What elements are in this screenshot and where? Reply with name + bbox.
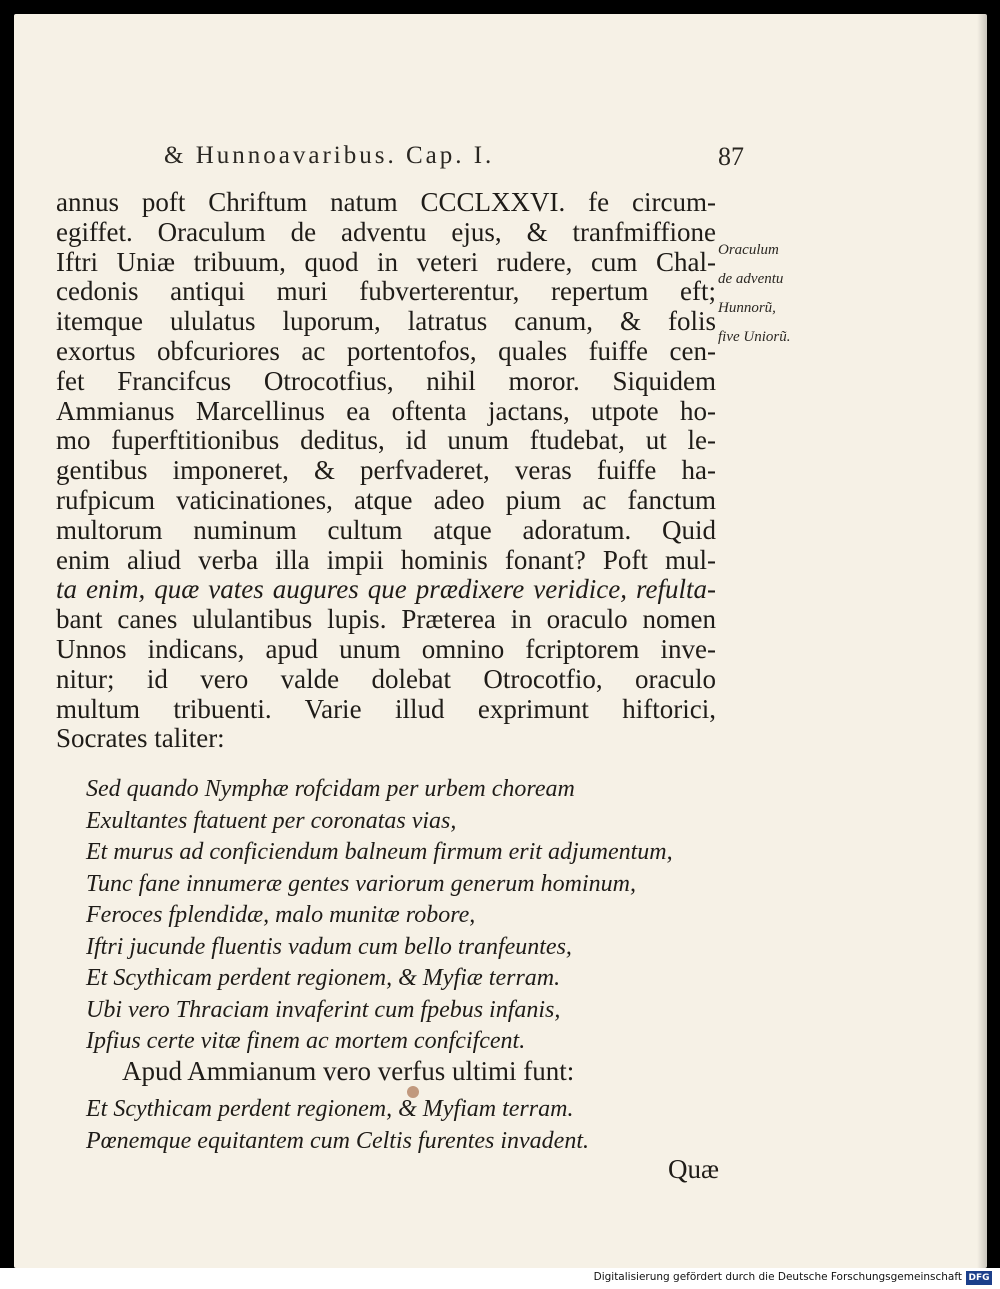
page-edge-shadow [977,14,987,1268]
footer-bar [0,1268,1000,1289]
text-line: Iftri Uniæ tribuum, quod in veteri rudere, cum Chal- [56,246,716,277]
funding-credit: Digitalisierung gefördert durch die Deutsche Forschungsgemeinschaft [593,1271,962,1283]
text-line: gentibus imponeret, & perfvaderet, veras fuiffe ha- [56,455,716,486]
text-line: fet Francifcus Otrocotfius, nihil moror. Siquidem [56,365,716,396]
verse-line: Feroces fplendidæ, malo munitæ robore, [86,902,476,928]
text-line: enim aliud verba illa impii hominis fonant? Poft mul- [56,544,716,575]
margin-note-line: five Uniorũ. [718,329,791,345]
text-line: itemque ululatus luporum, latratus canum, & folis [56,306,716,337]
margin-note [718,236,838,352]
verse-line: Et Scythicam perdent regionem, & Myfiam terram. [86,1096,574,1122]
text-line: mo fuperftitionibus deditus, id unum ftudebat, ut le- [56,425,716,456]
text-line: ta enim, quæ vates augures que prædixere veridice, refulta- [56,574,716,605]
margin-note-line: Oraculum [718,242,779,258]
verse-line: Sed quando Nymphæ rofcidam per urbem choream [86,776,575,802]
verse-line: Pœnemque equitantem cum Celtis furentes invadent. [86,1128,590,1154]
verse-line: Ubi vero Thraciam invaferint cum fpebus infanis, [86,996,561,1023]
dfg-logo: DFG [966,1271,992,1285]
text-line: cedonis antiqui muri fubverterentur, repertum eft; [56,276,716,307]
text-line: multorum numinum cultum atque adoratum. Quid [56,514,716,545]
text-line: annus poft Chriftum natum CCCLXXVI. fe circum- [56,187,716,217]
page-number: 87 [718,142,744,171]
verse-line: Exultantes ftatuent per coronatas vias, [86,807,457,834]
verse-line: Ipfius certe vitæ finem ac mortem confcifcent. [86,1028,526,1054]
book-page [14,14,987,1268]
main-paragraph [56,188,716,754]
text-line: Unnos indicans, apud unum omnino fcriptorem inve- [56,633,716,664]
text-line: nitur; id vero valde dolebat Otrocotfio, oraculo [56,663,716,694]
verse-quotation-socrates [86,774,736,1058]
text-line: bant canes ululantibus lupis. Præterea in oraculo nomen [56,604,716,635]
verse-line: Et murus ad conficiendum balneum firmum erit adjumentum, [86,839,673,865]
margin-note-line: de adventu [718,271,784,287]
margin-note-line: Hunnorũ, [718,300,776,316]
verse-line: Iftri jucunde fluentis vadum cum bello tranfeuntes, [86,933,572,960]
text-line: egiffet. Oraculum de adventu ejus, & tranfmiffione [56,216,716,247]
verse-line: Et Scythicam perdent regionem, & Myfiæ terram. [86,965,561,991]
verse-line: Tunc fane innumeræ gentes variorum generum hominum, [86,870,636,897]
text-line: rufpicum vaticinationes, atque adeo pium ac fanctum [56,484,716,515]
text-line: Socrates taliter: [56,723,225,754]
verse-intro: Apud Ammianum vero verfus ultimi funt: [122,1056,575,1086]
text-line: Ammianus Marcellinus ea oftenta jactans, utpote ho- [56,395,716,426]
text-line: exortus obfcuriores ac portentofos, quales fuiffe cen- [56,335,716,366]
text-line: multum tribuenti. Varie illud exprimunt hiftorici, [56,693,716,724]
catchword: Quæ [668,1154,720,1184]
verse-quotation-ammianus [86,1093,736,1157]
running-title: & Hunnoavaribus. Cap. I. [164,142,495,169]
